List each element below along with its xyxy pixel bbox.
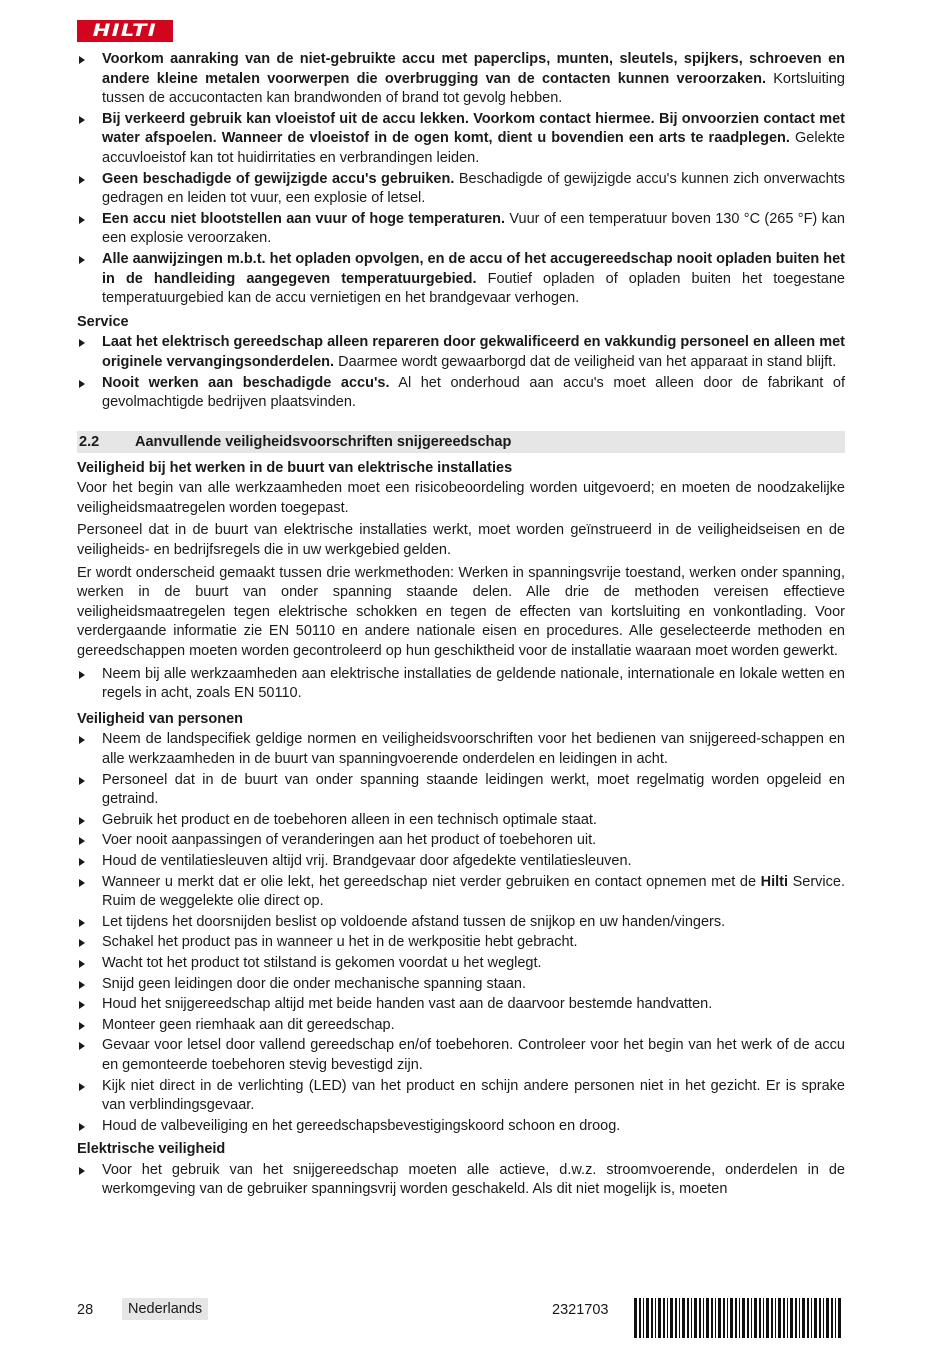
list-item <box>77 852 845 872</box>
bold-text: Laat het elektrisch gereedschap alleen repareren door gekwalificeerd en vakkundig personeel en alleen met originele vervangingsonderdelen. <box>102 334 845 370</box>
body-text: Kortsluiting tussen de accucontacten kan brandwonden of brand tot gevolg hebben. <box>102 70 845 107</box>
body-text: Beschadigde of gewijzigde accu's kunnen zich onverwachts gedragen en leiden tot vuur, een explosie of letsel. <box>102 170 845 207</box>
list-item <box>77 1036 845 1075</box>
list-item <box>77 730 845 769</box>
body-text: Gebruik het product en de toebehoren alleen in een technisch optimale staat. <box>102 811 597 828</box>
list-item <box>77 995 845 1015</box>
body-text: Service. Ruim de weggelekte olie direct op. <box>102 873 845 910</box>
list-item <box>77 1077 845 1116</box>
list-item: Neem bij alle werkzaamheden aan elektrische installaties de geldende nationale, internationale en lokale wetten en regels in acht, zoals EN 50110. <box>77 665 845 704</box>
electrical-installations-heading: Veiligheid bij het werken in de buurt van elektrische installaties <box>77 459 513 476</box>
body-text: Snijd geen leidingen door die onder mechanische spanning staan. <box>102 975 527 992</box>
body-text: Foutief opladen of opladen buiten het toegestane temperatuurgebied kan de accu vernietigen en het brandgevaar verhogen. <box>102 270 845 307</box>
service-list <box>77 333 845 412</box>
list-item <box>77 771 845 810</box>
list-item <box>77 333 845 372</box>
paragraph: Er wordt onderscheid gemaakt tussen drie werkmethoden: Werken in spanningsvrije toestand, werken onder spanning, werken in de buurt van onder spanning staande delen. Alle drie de methoden vereisen effectieve veiligheidsmaatregelen tegen elektrische schokken en tegen de effecten van kortsluiting en vonkontlading. Voor verdergaande informatie zie EN 50110 en andere nationale eisen en procedures. Alle geselecteerde methoden en gereedschappen moeten worden gecontroleerd op hun geschiktheid voor de installatie waaraan moet worden gewerkt. <box>77 564 845 660</box>
body-text: Neem de landspecifiek geldige normen en veiligheidsvoorschriften voor het bedienen van snijgereed-schappen en alle werkzaamheden in de buurt van spanningvoerende onderdelen en leidingen in acht. <box>102 731 845 767</box>
body-text: Houd het snijgereedschap altijd met beide handen vast aan de daarvoor bestemde handvatten. <box>102 996 713 1013</box>
hilti-logo <box>77 20 173 42</box>
bold-text: Een accu niet blootstellen aan vuur of hoge temperaturen. <box>102 210 506 227</box>
personal-safety-list <box>77 730 845 1136</box>
paragraph: Voor het begin van alle werkzaamheden moet een risicobeoordeling worden uitgevoerd; en moeten de noodzakelijke veiligheidsmaatregelen worden toegepast. <box>77 480 845 516</box>
service-heading: Service <box>77 313 129 330</box>
body-text: Houd de valbeveiliging en het gereedschapsbevestigingskoord schoon en droog. <box>102 1117 621 1134</box>
body-text: Gevaar voor letsel door vallend gereedschap en/of toebehoren. Controleer voor het begin van het werk of de accu en gemonteerde toebehoren stevig bevestigd zijn. <box>102 1037 845 1073</box>
bold-text: Alle aanwijzingen m.b.t. het opladen opvolgen, en de accu of het accugereedschap nooit opladen buiten het in de handleiding aangegeven temperatuurgebied. <box>102 250 845 287</box>
body-text: Wanneer u merkt dat er olie lekt, het gereedschap niet verder gebruiken en contact opnemen met de <box>102 873 761 890</box>
brand-name: Hilti <box>760 873 789 890</box>
list-item <box>77 933 845 953</box>
bold-text: Bij verkeerd gebruik kan vloeistof uit de accu lekken. Voorkom contact hiermee. Bij onvoorzien contact met water afspoelen. Wanneer de vloeistof in de ogen komt, dient u bovendien een arts te raadplegen. <box>102 110 845 147</box>
language-label: Nederlands <box>122 1298 208 1320</box>
list-item <box>77 1117 845 1137</box>
body-text: Houd de ventilatiesleuven altijd vrij. Brandgevaar door afgedekte ventilatiesleuven. <box>102 852 632 869</box>
page-content <box>77 50 845 1201</box>
list-item: Voor het gebruik van het snijgereedschap moeten alle actieve, d.w.z. stroomvoerende, onderdelen in de werkomgeving van de gebruiker spanningsvrij worden geschakeld. Als dit niet mogelijk is, moeten <box>77 1161 845 1200</box>
body-text: Personeel dat in de buurt van onder spanning staande leidingen werkt, moet regelmatig worden opgeleid en getraind. <box>102 771 845 808</box>
section-number: 2.2 <box>79 433 100 450</box>
list-item <box>77 110 845 169</box>
electrical-safety-heading: Elektrische veiligheid <box>77 1141 226 1158</box>
body-text: Al het onderhoud aan accu's moet alleen door de fabrikant of gevolmachtigde bedrijven plaatsvinden. <box>102 374 845 411</box>
logo-text: HILTI <box>92 21 158 41</box>
list-item <box>77 831 845 851</box>
page-number: 28 <box>77 1302 94 1318</box>
body-text: Let tijdens het doorsnijden beslist op voldoende afstand tussen de snijkop en uw handen/vingers. <box>102 913 726 930</box>
bold-text: Geen beschadigde of gewijzigde accu's gebruiken. <box>102 170 455 187</box>
body-text: Voer nooit aanpassingen of veranderingen aan het product of toebehoren uit. <box>102 832 597 849</box>
document-number: 2321703 <box>552 1302 609 1318</box>
personal-safety-heading: Veiligheid van personen <box>77 710 243 727</box>
battery-safety-list <box>77 50 845 309</box>
body-text: Gelekte accuvloeistof kan tot huidirritaties en verbrandingen leiden. <box>102 130 845 166</box>
list-item <box>77 954 845 974</box>
paragraph: Personeel dat in de buurt van elektrische installaties werkt, moet worden geïnstrueerd in de veiligheidseisen en de veiligheids- en bedrijfsregels die in uw werkgebied gelden. <box>77 522 845 559</box>
body-text: Wacht tot het product tot stilstand is gekomen voordat u het weglegt. <box>102 954 542 971</box>
list-item <box>77 250 845 309</box>
body-text: Schakel het product pas in wanneer u het in de werkpositie hebt gebracht. <box>102 934 578 951</box>
body-text: Daarmee wordt gewaarborgd dat de veiligheid van het apparaat in stand blijft. <box>334 353 837 370</box>
list-item <box>77 50 845 109</box>
list-item <box>77 873 845 912</box>
list-item <box>77 210 845 249</box>
section-title: Aanvullende veiligheidsvoorschriften snijgereedschap <box>135 433 512 450</box>
body-text: Vuur of een temperatuur boven 130 °C (265 °F) kan een explosie veroorzaken. <box>102 210 845 247</box>
barcode <box>632 1298 845 1338</box>
list-item <box>77 1016 845 1036</box>
list-item <box>77 374 845 413</box>
list-item <box>77 975 845 995</box>
list-item <box>77 913 845 933</box>
page-footer <box>77 1298 845 1324</box>
bold-text: Voorkom aanraking van de niet-gebruikte accu met paperclips, munten, sleutels, spijkers, schroeven en andere kleine metalen voorwerpen die overbrugging van de contacten kunnen veroorzaken. <box>102 51 845 87</box>
list-item <box>77 811 845 831</box>
bold-text: Nooit werken aan beschadigde accu's. <box>102 374 390 391</box>
body-text: Monteer geen riemhaak aan dit gereedschap. <box>102 1016 395 1033</box>
body-text: Kijk niet direct in de verlichting (LED) van het product en schijn andere personen niet in het gezicht. Er is sprake van verblindingsgevaar. <box>102 1077 845 1114</box>
section-header <box>77 431 845 453</box>
list-item <box>77 170 845 209</box>
